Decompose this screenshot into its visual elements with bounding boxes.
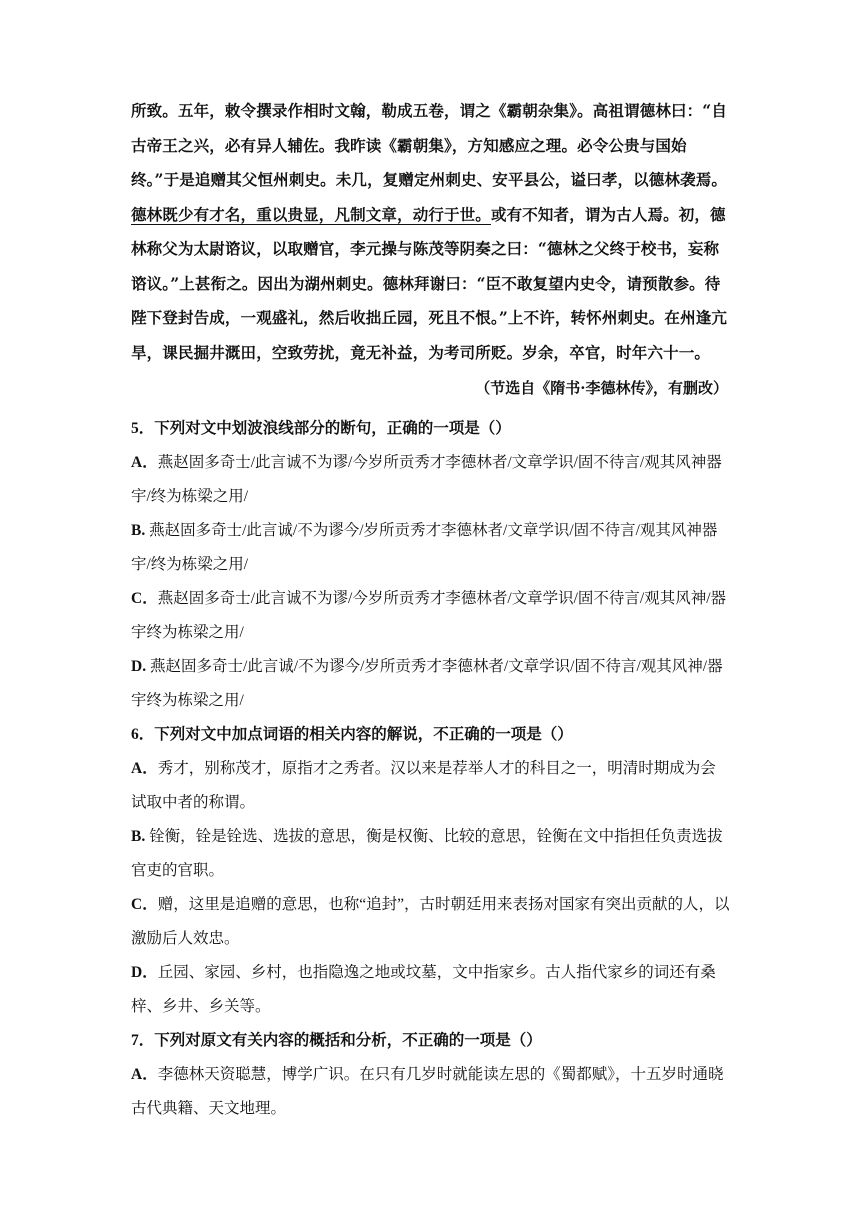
option-text: 赠，这里是追赠的意思，也称“追封”，古时朝廷用来表扬对国家有突出贡献的人，以激励后人效忠。: [131, 896, 730, 947]
question-5-option-d: [131, 650, 731, 718]
question-6-option-b: [131, 820, 731, 888]
option-text: 铨衡，铨是铨选、选拔的意思，衡是权衡、比较的意思，铨衡在文中指担任负责选拔官吏的官职。: [131, 828, 723, 879]
passage-text: 所致。五年，敕令撰录作相时文翰，勒成五卷，谓之《霸朝杂集》。高祖谓德林曰：“自古帝王之兴，必有异人辅佐。我昨读《霸朝集》，方知感应之理。必令公贵与国始终。”于是追赠其父恒州刺史。未几，复赠定州刺史、安平县公，谥曰孝，以德林袭焉。: [131, 101, 728, 189]
question-7-option-a: [131, 1058, 731, 1126]
question-6-option-d: [131, 956, 731, 1024]
option-label: B.: [131, 828, 150, 845]
option-label: A．: [131, 454, 158, 471]
option-label: D.: [131, 658, 150, 675]
question-5-option-c: [131, 582, 731, 650]
option-label: D．: [131, 964, 158, 981]
question-5-option-b: [131, 514, 731, 582]
option-text: 丘园、家园、乡村，也指隐逸之地或坟墓，文中指家乡。古人指代家乡的词还有桑梓、乡井、乡关等。: [131, 964, 716, 1015]
option-text: 秀才，别称茂才，原指才之秀者。汉以来是荐举人才的科目之一，明清时期成为会试取中者的称谓。: [131, 760, 716, 811]
question-5-option-a: [131, 446, 731, 514]
underlined-sentence: 德林既少有才名，重以贵显，凡制文章，动行于世。: [131, 204, 491, 224]
question-6-stem: 6．下列对文中加点词语的相关内容的解说，不正确的一项是（）: [131, 726, 573, 743]
option-text: 燕赵固多奇士/此言诚不为谬/今岁所贡秀才李德林者/文章学识/固不待言/观其风神/器宇终为栋梁之用/: [131, 590, 727, 641]
question-6-option-c: [131, 888, 731, 956]
question-5-stem: 5．下列对文中划波浪线部分的断句，正确的一项是（）: [131, 420, 511, 437]
question-6-option-a: [131, 752, 731, 820]
option-label: B.: [131, 522, 150, 539]
question-7-stem: 7．下列对原文有关内容的概括和分析，不正确的一项是（）: [131, 1032, 542, 1049]
passage: [131, 94, 731, 370]
passage-source: （节选自《隋书·李德林传》，有删改）: [475, 379, 728, 397]
passage-paragraph: [131, 94, 731, 370]
option-text: 李德林天资聪慧，博学广识。在只有几岁时就能读左思的《蜀都赋》，十五岁时通晓古代典籍、天文地理。: [131, 1066, 724, 1117]
option-text: 燕赵固多奇士/此言诚不为谬/今岁所贡秀才李德林者/文章学识/固不待言/观其风神器宇/终为栋梁之用/: [131, 454, 722, 505]
passage-text-continued: 或有不知者，谓为古人焉。初，德林称父为太尉谘议，以取赠官，李元操与陈茂等阴奏之曰：“德林之父终于校书，妄称谘议。”上甚衔之。因出为湖州刺史。德林拜谢曰：“臣不敢复望内史令，请预散参。待陛下登封告成，一观盛礼，然后收拙丘园，死且不恨。”上不许，转怀州刺史。在州逢亢旱，课民掘井溉田，空致劳扰，竟无补益，为考司所贬。岁余，卒官，时年六十一。: [131, 204, 728, 362]
option-label: C．: [131, 896, 158, 913]
option-label: A．: [131, 760, 158, 777]
questions: [131, 412, 731, 1126]
option-label: C．: [131, 590, 158, 607]
option-text: 燕赵固多奇士/此言诚/不为谬今/岁所贡秀才李德林者/文章学识/固不待言/观其风神器宇/终为栋梁之用/: [131, 522, 718, 573]
option-text: 燕赵固多奇士/此言诚/不为谬今/岁所贡秀才李德林者/文章学识/固不待言/观其风神/器宇终为栋梁之用/: [131, 658, 723, 709]
option-label: A．: [131, 1066, 158, 1083]
